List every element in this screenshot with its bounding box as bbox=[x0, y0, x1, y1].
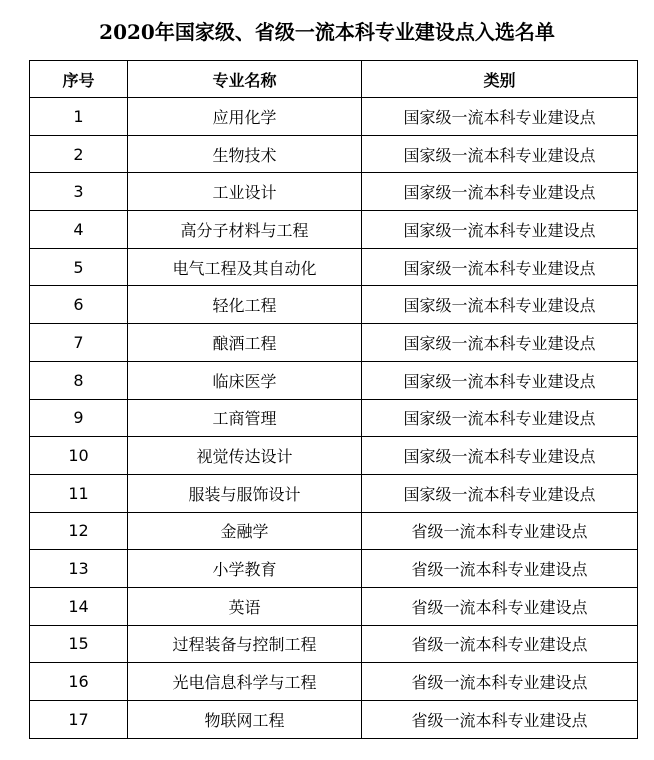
category-cell: 省级一流本科专业建设点 bbox=[362, 701, 638, 739]
header-category: 类别 bbox=[362, 61, 638, 98]
table-row bbox=[30, 211, 638, 249]
major-name-cell: 金融学 bbox=[128, 512, 362, 550]
row-index-cell: 4 bbox=[30, 211, 128, 249]
table-row bbox=[30, 625, 638, 663]
category-cell: 省级一流本科专业建设点 bbox=[362, 550, 638, 588]
table-row bbox=[30, 663, 638, 701]
major-name-cell: 轻化工程 bbox=[128, 286, 362, 324]
major-name-cell: 高分子材料与工程 bbox=[128, 211, 362, 249]
category-cell: 省级一流本科专业建设点 bbox=[362, 587, 638, 625]
table-header-row bbox=[30, 61, 638, 98]
table-body bbox=[30, 98, 638, 739]
table-row bbox=[30, 98, 638, 136]
category-cell: 省级一流本科专业建设点 bbox=[362, 512, 638, 550]
document-title: 2020年国家级、省级一流本科专业建设点入选名单 bbox=[99, 20, 555, 44]
row-index-cell: 7 bbox=[30, 324, 128, 362]
major-name-cell: 物联网工程 bbox=[128, 701, 362, 739]
row-index-cell: 5 bbox=[30, 248, 128, 286]
table-row bbox=[30, 135, 638, 173]
category-cell: 国家级一流本科专业建设点 bbox=[362, 248, 638, 286]
category-cell: 国家级一流本科专业建设点 bbox=[362, 474, 638, 512]
category-cell: 省级一流本科专业建设点 bbox=[362, 663, 638, 701]
row-index-cell: 13 bbox=[30, 550, 128, 588]
row-index-cell: 3 bbox=[30, 173, 128, 211]
header-major-name: 专业名称 bbox=[128, 61, 362, 98]
table-row bbox=[30, 173, 638, 211]
category-cell: 国家级一流本科专业建设点 bbox=[362, 286, 638, 324]
category-cell: 国家级一流本科专业建设点 bbox=[362, 135, 638, 173]
major-name-cell: 临床医学 bbox=[128, 361, 362, 399]
major-name-cell: 光电信息科学与工程 bbox=[128, 663, 362, 701]
selection-list-table bbox=[29, 60, 638, 739]
row-index-cell: 6 bbox=[30, 286, 128, 324]
category-cell: 国家级一流本科专业建设点 bbox=[362, 399, 638, 437]
major-name-cell: 英语 bbox=[128, 587, 362, 625]
table-row bbox=[30, 437, 638, 475]
table-row bbox=[30, 324, 638, 362]
table-row bbox=[30, 587, 638, 625]
table-row bbox=[30, 701, 638, 739]
header-index: 序号 bbox=[30, 61, 128, 98]
major-name-cell: 过程装备与控制工程 bbox=[128, 625, 362, 663]
major-name-cell: 服装与服饰设计 bbox=[128, 474, 362, 512]
row-index-cell: 15 bbox=[30, 625, 128, 663]
table-row bbox=[30, 248, 638, 286]
table-row bbox=[30, 550, 638, 588]
category-cell: 国家级一流本科专业建设点 bbox=[362, 173, 638, 211]
major-name-cell: 生物技术 bbox=[128, 135, 362, 173]
major-name-cell: 酿酒工程 bbox=[128, 324, 362, 362]
major-name-cell: 工业设计 bbox=[128, 173, 362, 211]
row-index-cell: 12 bbox=[30, 512, 128, 550]
category-cell: 省级一流本科专业建设点 bbox=[362, 625, 638, 663]
table-row bbox=[30, 399, 638, 437]
table-row bbox=[30, 474, 638, 512]
row-index-cell: 14 bbox=[30, 587, 128, 625]
major-name-cell: 应用化学 bbox=[128, 98, 362, 136]
category-cell: 国家级一流本科专业建设点 bbox=[362, 211, 638, 249]
major-name-cell: 小学教育 bbox=[128, 550, 362, 588]
major-name-cell: 视觉传达设计 bbox=[128, 437, 362, 475]
row-index-cell: 16 bbox=[30, 663, 128, 701]
category-cell: 国家级一流本科专业建设点 bbox=[362, 361, 638, 399]
row-index-cell: 11 bbox=[30, 474, 128, 512]
row-index-cell: 2 bbox=[30, 135, 128, 173]
row-index-cell: 10 bbox=[30, 437, 128, 475]
row-index-cell: 9 bbox=[30, 399, 128, 437]
major-name-cell: 工商管理 bbox=[128, 399, 362, 437]
row-index-cell: 8 bbox=[30, 361, 128, 399]
row-index-cell: 1 bbox=[30, 98, 128, 136]
category-cell: 国家级一流本科专业建设点 bbox=[362, 98, 638, 136]
row-index-cell: 17 bbox=[30, 701, 128, 739]
table-row bbox=[30, 361, 638, 399]
category-cell: 国家级一流本科专业建设点 bbox=[362, 324, 638, 362]
table-row bbox=[30, 512, 638, 550]
table-row bbox=[30, 286, 638, 324]
major-name-cell: 电气工程及其自动化 bbox=[128, 248, 362, 286]
category-cell: 国家级一流本科专业建设点 bbox=[362, 437, 638, 475]
